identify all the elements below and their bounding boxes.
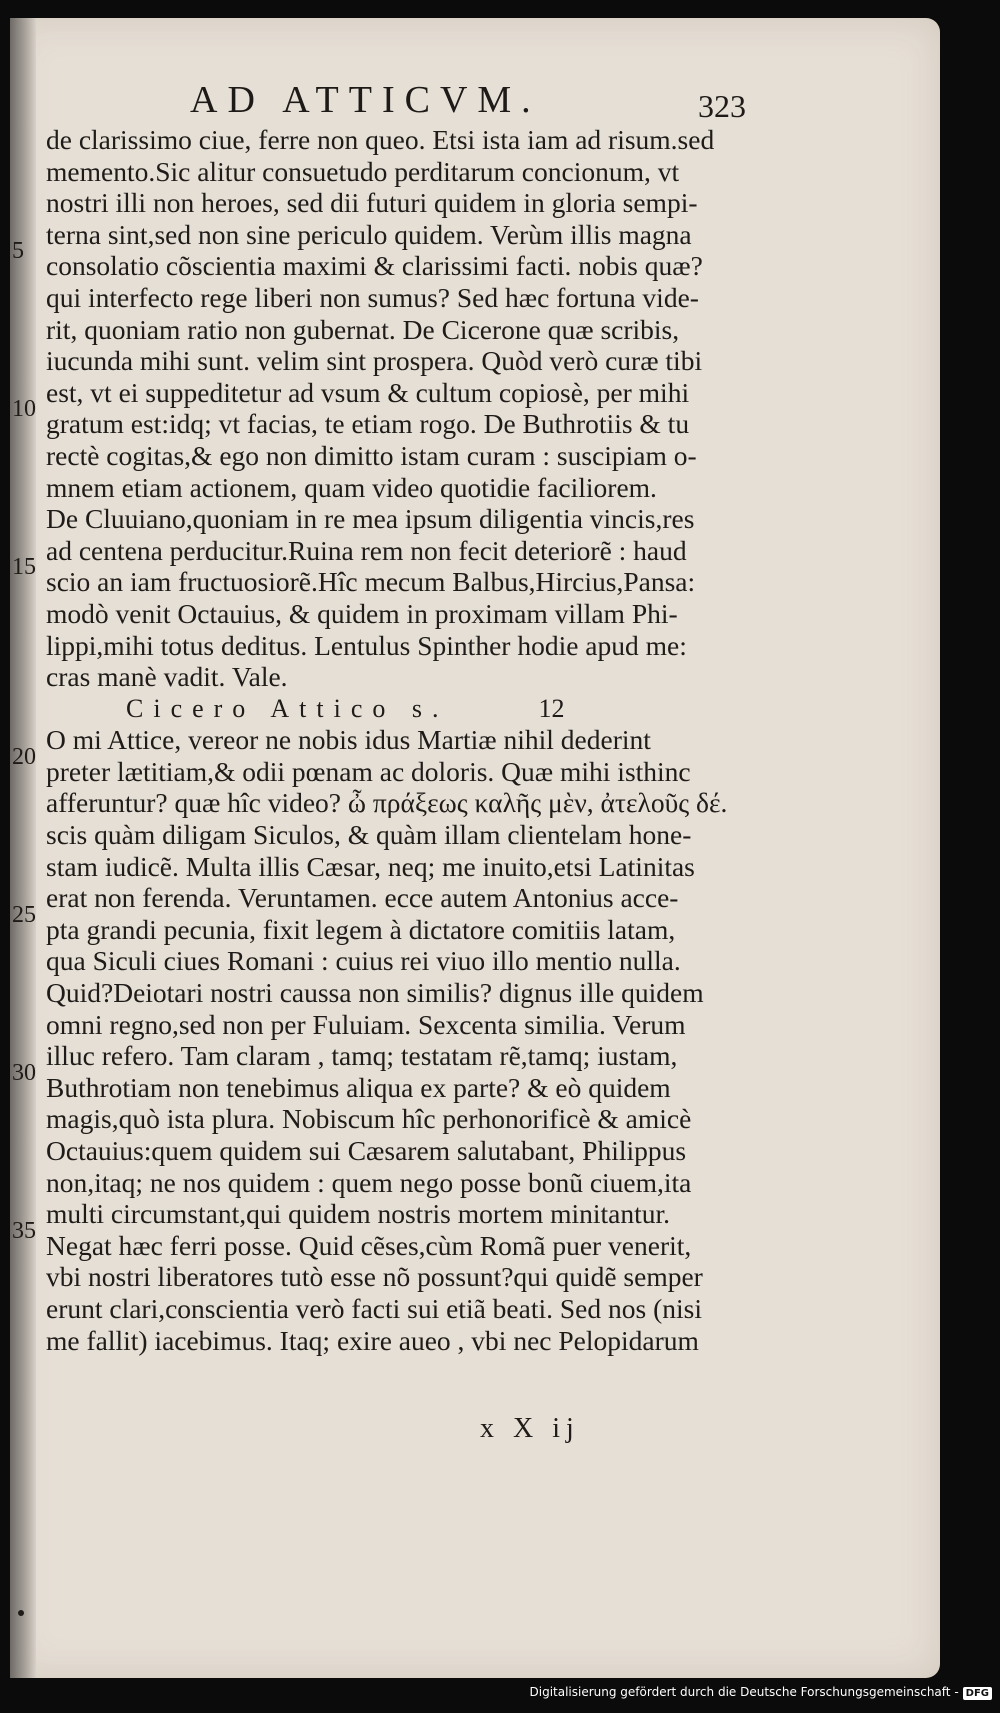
text-line: multi circumstant,qui quidem nostris mortem minitantur.	[46, 1198, 671, 1230]
page-number: 323	[698, 88, 746, 124]
text-line: Octauius:quem quidem sui Cæsarem salutabant, Philippus	[46, 1135, 687, 1166]
text-line: terna sint,sed non sine periculo quidem. Verùm illis magna	[46, 218, 692, 250]
text-line: erunt clari,conscientia verò facti sui etiã beati. Sed nos (nisi	[46, 1292, 702, 1324]
text-line: De Cluuiano,quoniam in re mea ipsum diligentia vincis,res	[46, 503, 695, 535]
text-line: ad centena perducitur.Ruina rem non fecit deteriorẽ : haud	[46, 534, 687, 566]
margin-number: 15	[12, 554, 36, 580]
text-line: rectè cogitas,& ego non dimitto istam curam : suscipiam o-	[46, 439, 697, 471]
text-line: mnem etiam actionem, quam video quotidie faciliorem.	[46, 471, 657, 503]
text-line: gratum est:idq; vt facias, te etiam rogo. De Buthrotiis & tu	[46, 408, 690, 440]
text-line: pta grandi pecunia, fixit legem à dictatore comitiis latam,	[46, 913, 676, 945]
running-head: AD ATTICVM.	[190, 79, 541, 121]
letter-heading-line	[46, 693, 766, 725]
text-line: stam iudicẽ. Multa illis Cæsar, neq; me inuito,etsi Latinitas	[46, 850, 695, 882]
text-line: de clarissimo ciue, ferre non queo. Etsi ista iam ad risum.sed	[46, 124, 715, 155]
text-line: modò venit Octauius, & quidem in proximam villam Phi-	[46, 597, 678, 629]
text-line: erat non ferenda. Veruntamen. ecce autem Antonius acce-	[46, 882, 679, 914]
margin-number: 25	[12, 902, 36, 928]
margin-number: 5	[12, 238, 24, 264]
text-line: O mi Attice, vereor ne nobis idus Martiæ nihil dederint	[46, 724, 651, 756]
text-line: magis,quò ista plura. Nobiscum hîc perhonorificè & amicè	[46, 1103, 692, 1135]
signature-mark: x X ij	[480, 1413, 580, 1444]
footer-credit	[530, 1685, 993, 1707]
text-line: consolatio cõscientia maximi & clarissimi facti. nobis quæ?	[46, 250, 703, 282]
text-line: memento.Sic alitur consuetudo perditarum concionum, vt	[46, 155, 680, 187]
text-line: Quid?Deiotari nostri caussa non similis? dignus ille quidem	[46, 977, 704, 1009]
text-line: Negat hæc ferri posse. Quid cẽses,cùm Romã puer venerit,	[46, 1229, 692, 1261]
margin-number: 10	[12, 396, 36, 422]
margin-number: 20	[12, 744, 36, 770]
text-line: illuc refero. Tam claram , tamq; testatam rẽ,tamq; iustam,	[46, 1040, 678, 1072]
text-line: scis quàm diligam Siculos, & quàm illam clientelam hone-	[46, 819, 692, 851]
text-line: omni regno,sed non per Fuluiam. Sexcenta similia. Verum	[46, 1008, 686, 1040]
margin-number: 35	[12, 1218, 36, 1244]
letter-heading: Cicero Attico s.	[126, 693, 449, 723]
text-line: rit, quoniam ratio non gubernat. De Cicerone quæ scribis,	[46, 313, 680, 345]
text-line: me fallit) iacebimus. Itaq; exire aueo , vbi nec Pelopidarum	[46, 1324, 699, 1356]
body-text	[46, 124, 766, 1356]
text-line: qui interfecto rege liberi non sumus? Sed hæc fortuna vide-	[46, 281, 699, 313]
text-line: iucunda mihi sunt. velim sint prospera. Quòd verò curæ tibi	[46, 345, 703, 377]
dfg-logo-icon: DFG	[963, 1687, 992, 1700]
text-line: lippi,mihi totus deditus. Lentulus Spinther hodie apud me:	[46, 629, 687, 661]
margin-number: 30	[12, 1060, 36, 1086]
text-line: afferuntur? quæ hîc video? ὦ πράξεως καλῆς μὲν, ἀτελοῦς δέ.	[46, 787, 728, 819]
text-line: preter lætitiam,& odii pœnam ac doloris. Quæ mihi isthinc	[46, 755, 691, 787]
text-line: vbi nostri liberatores tutò esse nõ possunt?qui quidẽ semper	[46, 1261, 703, 1293]
text-line: est, vt ei suppeditetur ad vsum & cultum copiosè, per mihi	[46, 376, 690, 408]
letter-number: 12	[538, 693, 565, 723]
footer-text: Digitalisierung gefördert durch die Deutsche Forschungsgemeinschaft -	[529, 1685, 959, 1699]
page-gutter	[10, 18, 36, 1678]
text-line: cras manè vadit. Vale.	[46, 661, 288, 693]
ink-dot	[18, 1610, 24, 1616]
text-line: non,itaq; ne nos quidem : quem nego posse bonũ ciuem,ita	[46, 1166, 692, 1198]
page-header	[10, 78, 940, 128]
text-line: qua Siculi ciues Romani : cuius rei viuo illo mentio nulla.	[46, 945, 681, 977]
text-line: nostri illi non heroes, sed dii futuri quidem in gloria sempi-	[46, 187, 698, 219]
text-line: scio an iam fructuosiorẽ.Hîc mecum Balbus,Hircius,Pansa:	[46, 566, 696, 598]
text-line: Buthrotiam non tenebimus aliqua ex parte? & eò quidem	[46, 1071, 671, 1103]
